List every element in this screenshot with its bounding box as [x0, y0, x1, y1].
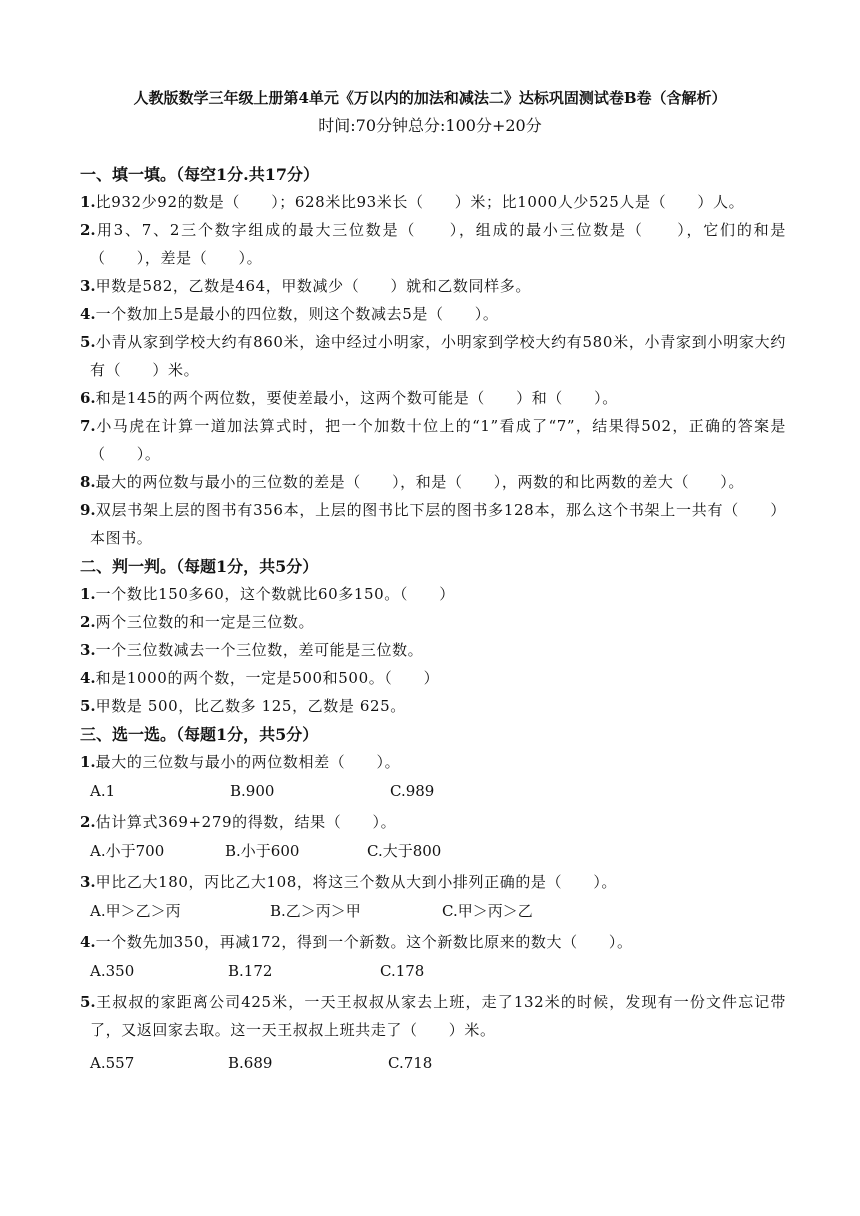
- question-item: [80, 808, 786, 836]
- question-text: 一个数先加350，再减172，得到一个新数。这个新数比原来的数大（ ）。: [95, 933, 633, 951]
- question-text: 最大的三位数与最小的两位数相差（ ）。: [95, 753, 401, 771]
- question-number: 3.: [80, 873, 96, 891]
- option-row: [80, 776, 786, 806]
- option-c: C.大于800: [367, 842, 442, 860]
- question-number: 7.: [80, 417, 96, 435]
- page-subtitle: 时间:70分钟总分:100分+20分: [318, 116, 542, 135]
- question-item: [80, 988, 786, 1044]
- option-row: [80, 896, 786, 926]
- question-number: 2.: [80, 221, 96, 239]
- question-text: 和是1000的两个数，一定是500和500。（ ）: [95, 669, 440, 687]
- question-text: 和是145的两个两位数，要使差最小，这两个数可能是（ ）和（ ）。: [95, 389, 618, 407]
- question-item: [80, 748, 786, 776]
- question-item: [80, 300, 786, 328]
- question-text: 甲数是582，乙数是464，甲数减少（ ）就和乙数同样多。: [95, 277, 531, 295]
- question-text: 双层书架上层的图书有356本，上层的图书比下层的图书多128本，那么这个书架上一共有（ ）本图书。: [90, 501, 786, 547]
- question-item: [80, 468, 786, 496]
- question-number: 2.: [80, 613, 96, 631]
- question-number: 4.: [80, 933, 96, 951]
- question-number: 5.: [80, 993, 96, 1011]
- question-text: 小青从家到学校大约有860米，途中经过小明家，小明家到学校大约有580米，小青家到小明家大约有（ ）米。: [90, 333, 786, 379]
- question-text: 甲比乙大180，丙比乙大108，将这三个数从大到小排列正确的是（ ）。: [95, 873, 618, 891]
- option-b: B.小于600: [225, 842, 300, 860]
- question-item: [80, 412, 786, 468]
- option-b: B.172: [228, 962, 273, 980]
- exam-body: [80, 160, 786, 1080]
- question-number: 1.: [80, 193, 96, 211]
- question-number: 8.: [80, 473, 96, 491]
- question-text: 小马虎在计算一道加法算式时，把一个加数十位上的“1”看成了“7”，结果得502，正确的答案是（ ）。: [90, 417, 786, 463]
- option-a: A.小于700: [90, 842, 165, 860]
- question-text: 一个数比150多60，这个数就比60多150。（ ）: [95, 585, 455, 603]
- question-item: [80, 496, 786, 552]
- question-number: 9.: [80, 501, 96, 519]
- section-title-multiple-choice: 三、选一选。（每题1分，共5分）: [80, 725, 319, 744]
- question-item: [80, 216, 786, 272]
- question-number: 2.: [80, 813, 96, 831]
- question-number: 5.: [80, 333, 96, 351]
- question-text: 比932少92的数是（ ）；628米比93米长（ ）米；比1000人少525人是（ ）人。: [95, 193, 745, 211]
- question-item: [80, 636, 786, 664]
- question-text: 最大的两位数与最小的三位数的差是（ ），和是（ ），两数的和比两数的差大（ ）。: [95, 473, 744, 491]
- option-c: C.甲＞丙＞乙: [442, 902, 533, 920]
- question-number: 5.: [80, 697, 96, 715]
- question-number: 3.: [80, 277, 96, 295]
- option-a: A.557: [90, 1054, 135, 1072]
- question-text: 王叔叔的家距离公司425米，一天王叔叔从家去上班，走了132米的时候，发现有一份文件忘记带了，又返回家去取。这一天王叔叔上班共走了（ ）米。: [90, 993, 786, 1039]
- option-c: C.989: [390, 782, 435, 800]
- question-item: [80, 608, 786, 636]
- option-b: B.900: [230, 782, 275, 800]
- question-text: 两个三位数的和一定是三位数。: [95, 613, 315, 631]
- option-a: A.1: [90, 782, 116, 800]
- question-text: 甲数是 500，比乙数多 125，乙数是 625。: [95, 697, 406, 715]
- option-row: [80, 836, 786, 866]
- option-c: C.178: [380, 962, 425, 980]
- question-text: 一个三位数减去一个三位数，差可能是三位数。: [95, 641, 424, 659]
- question-text: 用3、7、2三个数字组成的最大三位数是（ ），组成的最小三位数是（ ），它们的和是（ ），差是（ ）。: [90, 221, 786, 267]
- question-text: 一个数加上5是最小的四位数，则这个数减去5是（ ）。: [95, 305, 499, 323]
- question-number: 6.: [80, 389, 96, 407]
- question-item: [80, 928, 786, 956]
- option-c: C.718: [388, 1054, 433, 1072]
- question-item: [80, 188, 786, 216]
- option-a: A.350: [90, 962, 135, 980]
- question-item: [80, 580, 786, 608]
- question-number: 1.: [80, 753, 96, 771]
- option-row: [80, 956, 786, 986]
- question-number: 4.: [80, 305, 96, 323]
- question-number: 4.: [80, 669, 96, 687]
- question-text: 估计算式369+279的得数，结果（ ）。: [95, 813, 397, 831]
- section-title-fill-in: 一、填一填。（每空1分.共17分）: [80, 165, 319, 184]
- option-row: [80, 1048, 786, 1078]
- question-number: 3.: [80, 641, 96, 659]
- question-item: [80, 384, 786, 412]
- question-item: [80, 868, 786, 896]
- question-number: 1.: [80, 585, 96, 603]
- option-a: A.甲＞乙＞丙: [90, 902, 181, 920]
- page-title: 人教版数学三年级上册第4单元《万以内的加法和减法二》达标巩固测试卷B卷（含解析）: [133, 89, 727, 107]
- question-item: [80, 272, 786, 300]
- option-b: B.689: [228, 1054, 273, 1072]
- question-item: [80, 328, 786, 384]
- question-item: [80, 664, 786, 692]
- question-item: [80, 692, 786, 720]
- option-b: B.乙＞丙＞甲: [270, 902, 361, 920]
- section-title-true-false: 二、判一判。（每题1分，共5分）: [80, 557, 319, 576]
